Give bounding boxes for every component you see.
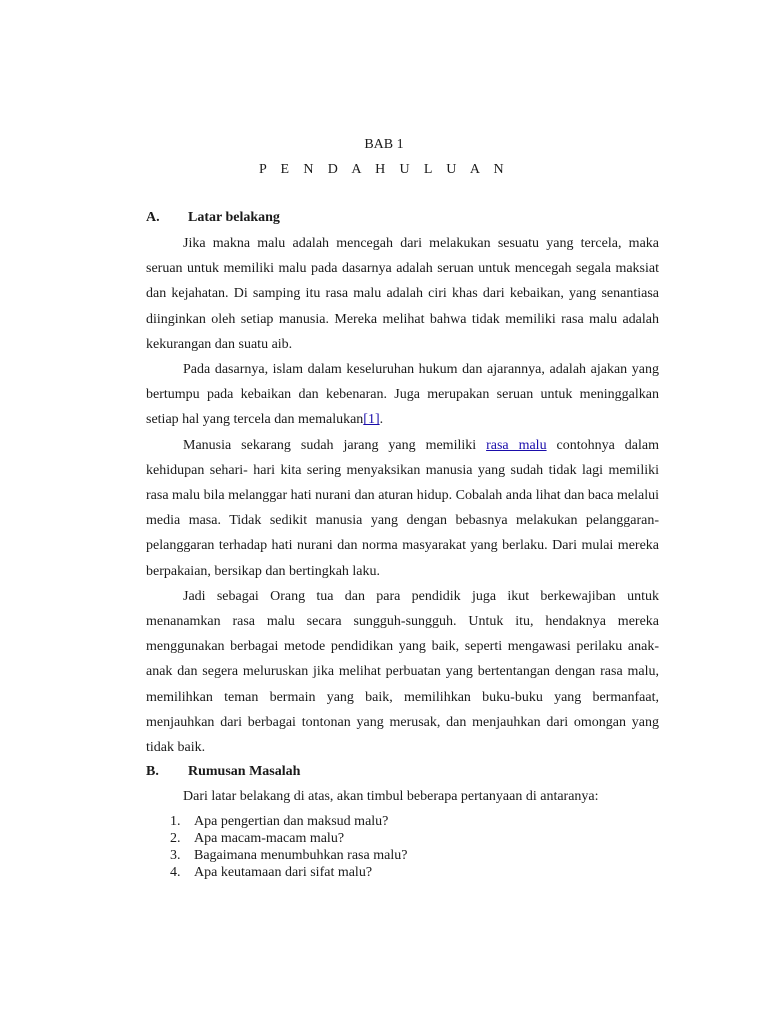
paragraph-1: Jika makna malu adalah mencegah dari melakukan sesuatu yang tercela, maka seruan untuk memiliki malu pada dasarnya adalah seruan untuk mencegah segala maksiat dan kejahatan. Di samping itu rasa malu adalah ciri khas dari kebaikan, yang senantiasa diinginkan oleh setiap manusia. Mereka melihat bahwa tidak memiliki rasa malu adalah kekurangan dan suatu aib. [146,236,659,352]
list-item [146,864,407,881]
paragraph-3-text-start: Manusia sekarang sudah jarang yang memiliki [183,437,487,453]
list-item-number: 1. [170,814,181,829]
section-b-title: Rumusan Masalah [188,764,301,779]
list-item-text: Bagaimana menumbuhkan rasa malu? [194,848,408,863]
list-item [146,813,407,830]
list-item [146,830,407,847]
paragraph-2-text: Pada dasarnya, islam dalam keseluruhan hukum dan ajarannya, adalah ajakan yang bertumpu pada kebaikan dan kebenaran. Juga merupakan seruan untuk meninggalkan setiap hal yang tercela dan memalukan [146,362,659,428]
section-b-number: B. [146,764,159,779]
chapter-title: P E N D A H U L U A N [258,162,510,177]
list-item [146,847,407,864]
section-b-heading [146,764,300,780]
paragraph-3-text-end: contohnya dalam kehidupan sehari- hari kita sering menyaksikan manusia yang sudah tidak lagi memiliki rasa malu bila melanggar hati nurani dan aturan hidup. Cobalah anda lihat dan baca melalui media masa. Tidak sedikit manusia yang dengan bebasnya melakukan pelanggaran-pelanggaran terhadap hati nurani dan norma masyarakat yang berlaku. Dari mulai mereka berpakaian, bersikap dan bertingkah laku. [146,437,660,579]
paragraph-2-end: . [379,412,384,428]
rasa-malu-link[interactable]: rasa malu [486,437,547,453]
list-item-number: 4. [170,865,181,880]
list-item-number: 3. [170,848,181,863]
section-a-heading [146,210,280,226]
paragraph-4: Jadi sebagai Orang tua dan para pendidik juga ikut berkewajiban untuk menanamkan rasa malu secara sungguh-sungguh. Untuk itu, hendaknya mereka menggunakan berbagai metode pendidikan yang baik, seperti mengawasi perilaku anak-anak dan segera meluruskan jika melihat perbuatan yang bertentangan dengan rasa malu, memilihkan teman bermain yang baik, memilihkan buku-buku yang bermanfaat, menjauhkan dari berbagai tontonan yang merusak, dan menjauhkan dari omongan yang tidak baik. [146,588,659,756]
paragraph-2 [146,357,659,433]
paragraph-3 [146,433,659,584]
list-item-text: Apa pengertian dan maksud malu? [194,814,389,829]
section-a-number: A. [146,210,160,225]
question-list [146,813,407,881]
list-item-text: Apa keutamaan dari sifat malu? [194,865,373,880]
section-b-intro: Dari latar belakang di atas, akan timbul beberapa pertanyaan di antaranya: [183,789,599,804]
footnote-link-1[interactable]: [1] [363,412,380,428]
section-a-body [146,231,659,760]
section-a-title: Latar belakang [188,210,280,225]
chapter-number: BAB 1 [364,137,404,152]
list-item-text: Apa macam-macam malu? [194,831,345,846]
list-item-number: 2. [170,831,181,846]
